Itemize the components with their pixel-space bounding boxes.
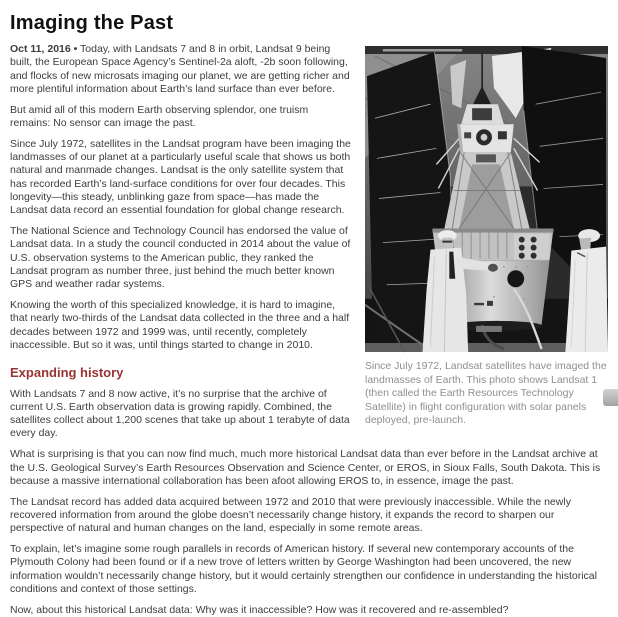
paragraph-intro-1-text: Today, with Landsats 7 and 8 in orbit, Landsat 9 being built, the European Space Agency’s Sentinel-2a aloft, -2b soon following, and flocks of new microsats imaging our planet, we are getting richer and more plentiful information about Earth’s land surface than ever before. — [10, 43, 350, 95]
landsat1-photo-illustration — [365, 46, 608, 352]
figure-caption: Since July 1972, Landsat satellites have imaged the landmasses of Earth. This photo shows Landsat 1 (then called the Earth Resources Technology Satellite) in flight configuration with solar panels deployed, pre-launch. — [365, 360, 607, 426]
figure-landsat-photo — [365, 46, 608, 428]
paragraph-section-3: The Landsat record has added data acquired between 1972 and 2010 that were previously inaccessible. While the newly recovered information from around the globe doesn’t necessarily change history, it expands the record to sharpen our perspective of natural and human changes on the land, especially in some remote areas. — [10, 495, 571, 535]
paragraph-intro-3: Since July 1972, satellites in the Landsat program have been imaging the landmasses of our planet at a particularly useful scale that shows us both natural and manmade changes. Landsat is the only satellite system that has recorded Earth’s land-surface conditions for over four decades. This longevity—this steady, unblinking gaze from space—has made the Landsat data record an essential foundation for global change research. — [10, 137, 351, 217]
paragraph-section-4: To explain, let’s imagine some rough parallels in records of American history. If several new contemporary accounts of the Plymouth Colony had been found or if a new trove of letters written by George Washington had been uncovered, the new information wouldn’t necessarily change history, but it would certainly strengthen our confidence in understanding the historical conditions and context of those settings. — [10, 543, 597, 595]
paragraph-section-5: Now, about this historical Landsat data: Why was it inaccessible? How was it recovered and re-assembled? — [10, 603, 509, 616]
date-label: Oct 11, 2016 • — [10, 43, 78, 55]
landsat1-photo — [365, 46, 608, 352]
article-body — [10, 43, 608, 617]
paragraph-section-2: What is surprising is that you can now find much, much more historical Landsat data than ever before in the Landsat archive at the U.S. Geological Survey’s Earth Resources Observation and Science Center, or EROS, in Sioux Falls, South Dakota. This is because a massive international collaboration has been afoot allowing EROS to, in essence, image the past. — [10, 448, 601, 487]
paragraph-intro-2: But amid all of this modern Earth observing splendor, one truism remains: No sensor can image the past. — [10, 103, 309, 129]
edge-tab[interactable] — [603, 389, 618, 406]
paragraph-intro-4: The National Science and Technology Council has endorsed the value of Landsat data. In a study the council conducted in 2014 about the value of U.S. observation systems to the American public, they ranked the Landsat program as number three, just behind the much better known GPS and weather radar systems. — [10, 225, 351, 291]
paragraph-intro-5: Knowing the worth of this specialized knowledge, it is hard to imagine, that nearly two-thirds of the Landsat data collected in the three and a half decades between 1972 and 1999 was, until recently, completely inaccessible. But so it was, until things started to change in 2010. — [10, 299, 350, 351]
page-title: Imaging the Past — [10, 12, 174, 34]
paragraph-section-1: With Landsats 7 and 8 now active, it’s no surprise that the archive of current U.S. Earth observation data is growing rapidly. Combined, the satellites collect about 1,200 scenes that take up about 1 terabyte of data every day. — [10, 387, 350, 440]
section-heading: Expanding history — [10, 365, 124, 381]
